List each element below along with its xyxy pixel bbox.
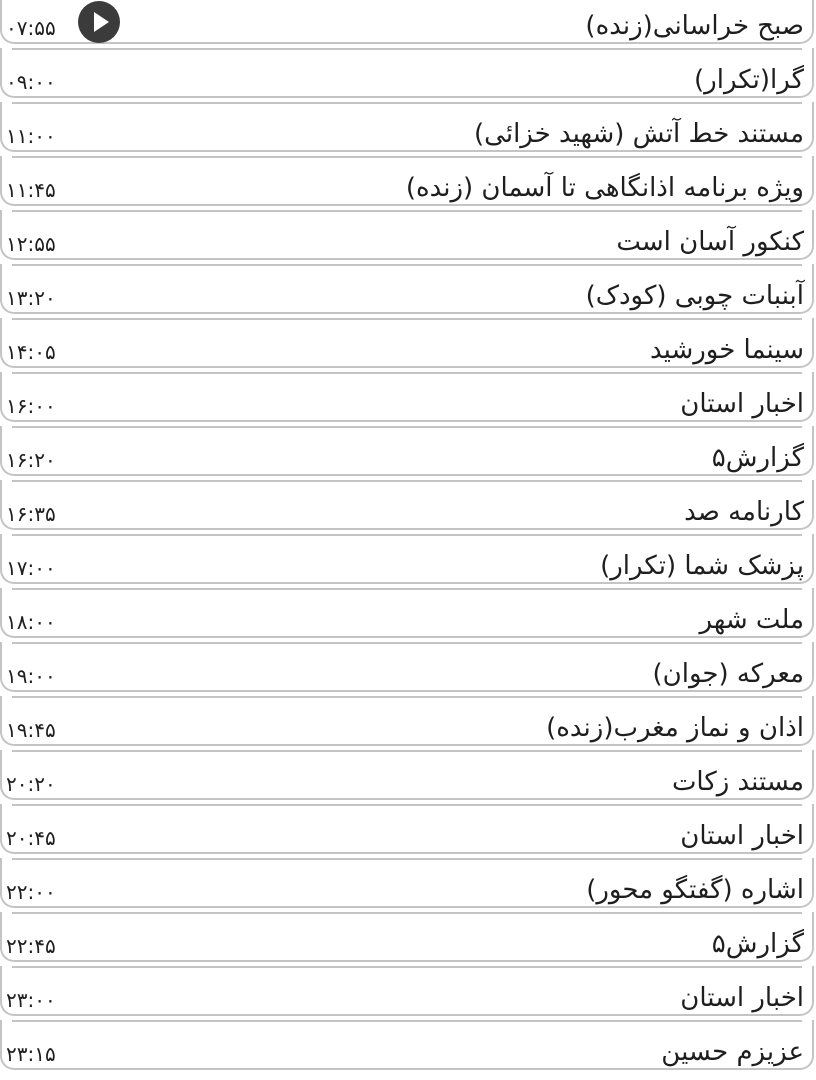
program-time: ۱۶:۰۰ xyxy=(6,394,56,418)
program-title: اشاره (گفتگو محور) xyxy=(586,875,804,905)
schedule-row[interactable] xyxy=(0,1020,814,1070)
schedule-row[interactable] xyxy=(0,534,814,584)
schedule-row[interactable] xyxy=(0,48,814,98)
program-time: ۱۷:۰۰ xyxy=(6,556,56,580)
program-time: ۱۶:۲۰ xyxy=(6,448,56,472)
program-title: اخبار استان xyxy=(680,821,804,851)
program-title: کارنامه صد xyxy=(684,497,804,527)
schedule-row[interactable] xyxy=(0,804,814,854)
program-time: ۱۲:۵۵ xyxy=(6,232,56,256)
play-icon[interactable] xyxy=(78,1,120,43)
program-time: ۲۲:۰۰ xyxy=(6,880,56,904)
program-time: ۲۲:۴۵ xyxy=(6,934,56,958)
program-title: ملت شهر xyxy=(699,605,804,635)
program-time: ۱۸:۰۰ xyxy=(6,610,56,634)
program-title: صبح خراسانی(زنده) xyxy=(585,11,804,41)
schedule-row[interactable] xyxy=(0,966,814,1016)
schedule-row[interactable] xyxy=(0,210,814,260)
schedule-row[interactable] xyxy=(0,480,814,530)
schedule-row[interactable] xyxy=(0,0,814,44)
program-title: عزیزم حسین xyxy=(661,1037,804,1067)
program-time: ۱۱:۴۵ xyxy=(6,178,56,202)
program-title: کنکور آسان است xyxy=(616,227,804,257)
program-title: سینما خورشید xyxy=(649,335,804,365)
program-title: مستند خط آتش (شهید خزائی) xyxy=(474,119,804,149)
program-title: پزشک شما (تکرار) xyxy=(600,551,804,581)
program-time: ۱۴:۰۵ xyxy=(6,340,56,364)
program-time: ۱۳:۲۰ xyxy=(6,286,56,310)
schedule-row[interactable] xyxy=(0,858,814,908)
program-time: ۲۳:۰۰ xyxy=(6,988,56,1012)
program-time: ۲۰:۴۵ xyxy=(6,826,56,850)
program-time: ۱۹:۴۵ xyxy=(6,718,56,742)
program-title: گزارش۵ xyxy=(711,929,804,959)
program-title: گزارش۵ xyxy=(711,443,804,473)
schedule-row[interactable] xyxy=(0,264,814,314)
program-time: ۲۰:۲۰ xyxy=(6,772,56,796)
program-time: ۲۳:۱۵ xyxy=(6,1042,56,1066)
schedule-row[interactable] xyxy=(0,102,814,152)
program-title: اذان و نماز مغرب(زنده) xyxy=(546,713,804,743)
program-title: مستند زکات xyxy=(671,767,804,797)
program-title: آبنبات چوبی (کودک) xyxy=(585,281,804,311)
schedule-row[interactable] xyxy=(0,696,814,746)
program-time: ۱۹:۰۰ xyxy=(6,664,56,688)
schedule-row[interactable] xyxy=(0,156,814,206)
program-title: اخبار استان xyxy=(680,389,804,419)
schedule-row[interactable] xyxy=(0,372,814,422)
program-time: ۰۷:۵۵ xyxy=(6,16,56,40)
program-title: گرا(تکرار) xyxy=(694,65,804,95)
schedule-row[interactable] xyxy=(0,588,814,638)
program-time: ۱۶:۳۵ xyxy=(6,502,56,526)
schedule-row[interactable] xyxy=(0,750,814,800)
program-title: اخبار استان xyxy=(680,983,804,1013)
program-time: ۱۱:۰۰ xyxy=(6,124,56,148)
program-title: ویژه برنامه اذانگاهی تا آسمان (زنده) xyxy=(405,173,804,203)
schedule-row[interactable] xyxy=(0,318,814,368)
schedule-row[interactable] xyxy=(0,642,814,692)
program-title: معرکه (جوان) xyxy=(652,659,804,689)
program-time: ۰۹:۰۰ xyxy=(6,70,56,94)
schedule-row[interactable] xyxy=(0,426,814,476)
schedule-row[interactable] xyxy=(0,912,814,962)
